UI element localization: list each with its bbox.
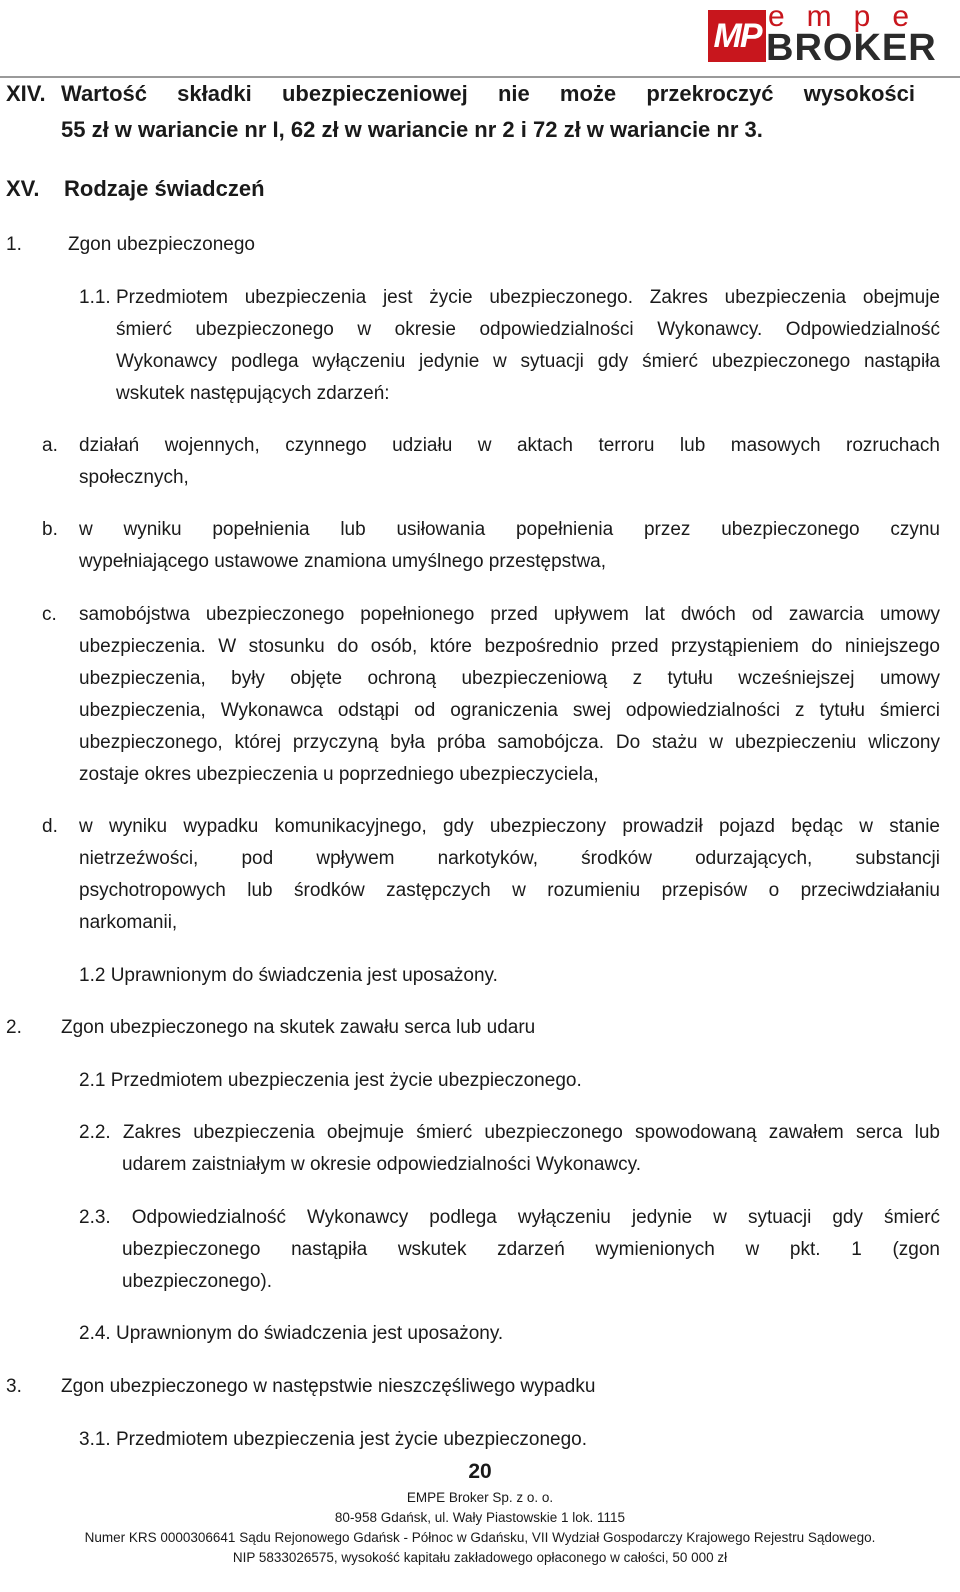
point-d-label: d.: [42, 816, 58, 837]
point-c-label: c.: [42, 604, 57, 625]
item-2-3-line: ubezpieczonego).: [122, 1271, 272, 1292]
item-2-4: 2.4. Uprawnionym do świadczenia jest uposażony.: [79, 1323, 504, 1344]
section-14-line-1: Wartość składki ubezpieczeniowej nie może przekroczyć wysokości: [61, 81, 915, 106]
footer-address: 80-958 Gdańsk, ul. Wały Piastowskie 1 lok. 1115: [334, 1510, 626, 1525]
item-3-1: 3.1. Przedmiotem ubezpieczenia jest życie ubezpieczonego.: [79, 1429, 588, 1450]
point-b-line: w wyniku popełnienia lub usiłowania popełnienia przez ubezpieczonego czynu: [79, 519, 940, 540]
section-14-line-2: 55 zł w wariancie nr I, 62 zł w wariancie nr 2 i 72 zł w wariancie nr 3.: [61, 117, 763, 142]
point-b-line: wypełniającego ustawowe znamiona umyślnego przestępstwa,: [79, 551, 607, 572]
footer-krs: Numer KRS 0000306641 Sądu Rejonowego Gdańsk - Północ w Gdańsku, VII Wydział Gospodarczy Krajowego Rejestru Sądowego.: [84, 1530, 876, 1545]
item-1-number: 1.: [6, 234, 22, 255]
item-2-2-line: 2.2. Zakres ubezpieczenia obejmuje śmierć ubezpieczonego spowodowaną zawałem serca lub: [79, 1122, 940, 1143]
logo-broker-text: BROKER: [766, 27, 937, 69]
item-1-1-line: wskutek następujących zdarzeń:: [116, 383, 390, 404]
section-15-number: XV.: [6, 176, 40, 201]
point-b-label: b.: [42, 519, 58, 540]
item-1-1-line: Przedmiotem ubezpieczenia jest życie ubezpieczonego. Zakres ubezpieczenia obejmuje: [116, 287, 940, 308]
item-2-3-line: 2.3. Odpowiedzialność Wykonawcy podlega wyłączeniu jedynie w sytuacji gdy śmierć: [79, 1207, 940, 1228]
footer-nip: NIP 5833026575, wysokość kapitału zakładowego opłaconego w całości, 50 000 zł: [232, 1550, 728, 1565]
item-3-number: 3.: [6, 1376, 22, 1397]
point-a-label: a.: [42, 435, 58, 456]
company-logo: [708, 0, 953, 69]
item-1-title: Zgon ubezpieczonego: [68, 234, 255, 255]
item-2-1: 2.1 Przedmiotem ubezpieczenia jest życie ubezpieczonego.: [79, 1070, 582, 1091]
section-14-number: XIV.: [6, 81, 46, 106]
point-a-line: społecznych,: [79, 467, 189, 488]
item-2-3-line: ubezpieczonego nastąpiła wskutek zdarzeń wymienionych w pkt. 1 (zgon: [122, 1239, 940, 1260]
item-1-1-line: śmierć ubezpieczonego w okresie odpowiedzialności Wykonawcy. Odpowiedzialność: [116, 319, 940, 340]
point-c-line: samobójstwa ubezpieczonego popełnionego przed upływem lat dwóch od zawarcia umowy: [79, 604, 940, 625]
point-d-line: w wyniku wypadku komunikacyjnego, gdy ubezpieczony prowadził pojazd będąc w stanie: [79, 816, 940, 837]
item-1-1-line: Wykonawcy podlega wyłączeniu jedynie w sytuacji gdy śmierć ubezpieczonego nastąpiła: [116, 351, 940, 372]
point-d-line: narkomanii,: [79, 912, 178, 933]
item-2-2-line: udarem zaistniałym w okresie odpowiedzialności Wykonawcy.: [122, 1154, 642, 1175]
item-2-number: 2.: [6, 1017, 22, 1038]
item-1-1-number: 1.1.: [79, 287, 111, 308]
page-number: 20: [468, 1460, 492, 1483]
point-d-line: nietrzeźwości, pod wpływem narkotyków, środków odurzających, substancji: [79, 848, 940, 869]
item-2-title: Zgon ubezpieczonego na skutek zawału serca lub udaru: [61, 1017, 536, 1038]
logo-empe-text: empe: [768, 0, 932, 33]
section-15-title: Rodzaje świadczeń: [64, 176, 265, 201]
item-1-2: 1.2 Uprawnionym do świadczenia jest uposażony.: [79, 965, 498, 986]
point-c-line: ubezpieczonego, której przyczyną była próba samobójcza. Do stażu w ubezpieczeniu wliczony: [79, 732, 940, 753]
footer-company: EMPE Broker Sp. z o. o.: [406, 1490, 554, 1505]
point-c-line: zostaje okres ubezpieczenia u poprzedniego ubezpieczyciela,: [79, 764, 599, 785]
item-3-title: Zgon ubezpieczonego w następstwie nieszczęśliwego wypadku: [61, 1376, 596, 1397]
point-c-line: ubezpieczenia. W stosunku do osób, które bezpośrednio przed przystąpieniem do niniejszego: [79, 636, 940, 657]
point-d-line: psychotropowych lub środków zastępczych w rozumieniu przepisów o przeciwdziałaniu: [79, 880, 940, 901]
logo-mp-mark: MP: [708, 10, 766, 62]
point-a-line: działań wojennych, czynnego udziału w aktach terroru lub masowych rozruchach: [79, 435, 940, 456]
point-c-line: ubezpieczenia, były objęte ochroną ubezpieczeniową z tytułu wcześniejszej umowy: [79, 668, 940, 689]
point-c-line: ubezpieczenia, Wykonawca odstąpi od ograniczenia swej odpowiedzialności z tytułu śmierci: [79, 700, 940, 721]
